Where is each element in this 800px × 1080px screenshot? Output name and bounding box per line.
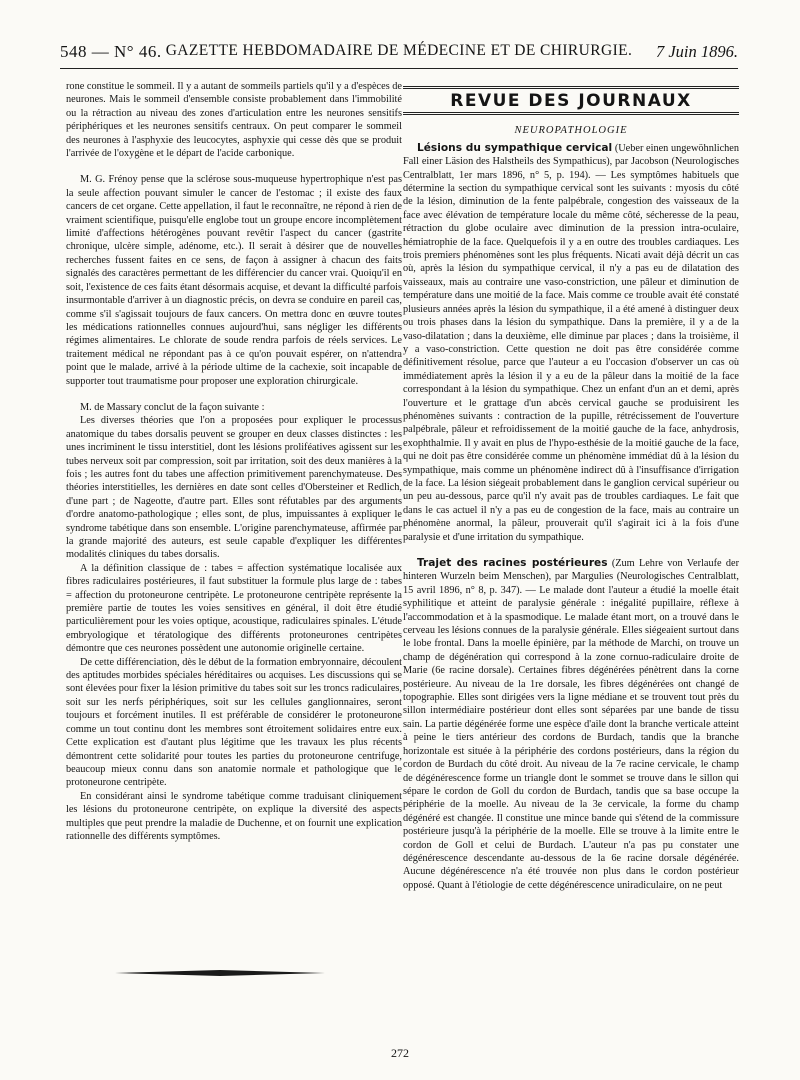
paragraph-frenoy: M. G. Frénoy pense que la sclérose sous-muqueuse hypertrophique n'est pas la seule affection pouvant simuler le cancer de l'estomac ; il existe des faux cancers de cet organe. Cette appellation, il faut le reconnaître, ne répond à rien de vraiment scientifique, puisqu'elle englobe tout un groupe encore incomplètement limité d'affections hétérogènes pouvant revêtir l'aspect du cancer (gastrite chronique, ulcère simple, adénome, etc.). Il serait à désirer que de nouvelles recherches fussent faites en ce sens, de façon à assigner à chacun des faits signalés des caractères permettant de les différencier du cancer vrai. Quoiqu'il en soit, l'existence de ces faits étant désormais acquise, et devant la difficulté parfois insurmontable d'arriver à un diagnostic précis, on devra se conduire en pareil cas, comme s'il s'agissait toujours de faux cancers. On mettra donc en œuvre toutes les médications rationnelles connues aujourd'hui, sans négliger les différents régimes alimentaires. Le chlorate de soude rendra parfois de réels services. Le traitement médical ne répondant pas à ce qu'on pouvait espérer, on n'attendra point que le malade, arrivé à la période ultime de la cachexie, soit incapable de supporter tout traumatisme pour proposer une exploration chirurgicale.: [66, 174, 402, 387]
paragraph-massary-intro: M. de Massary conclut de la façon suivante :: [80, 401, 265, 413]
article-body: (Zum Lehre von Verlaufe der hinteren Wurzeln beim Menschen), par Margulies (Neurologisches Centralblatt, 15 avril 1896, n° 8, p. 347). — Le malade dont l'auteur a étudié la moelle était syphilitique et atteint de paralysie générale : inégalité pupillaire, réflexe à l'accommodation et à la spasmodique. Le malade étant mort, on a trouvé dans le cerveau les lésions connues de la paralysie générale. Elles siégeaient surtout dans le lobe frontal. Dans la moelle épinière, par la méthode de Marchi, on trouve un champ de dégénération qui correspond à la zone cornuo-radiculaire droite de Marie (6e racine dorsale). Certaines fibres dégénérées pénètrent dans la corne postérieure. Au niveau de la 1re dorsale, les fibres dégénérées ont changé de topographie. Elles sont dirigées vers la ligne médiane et se trouvent tout près du sillon intermédiaire postérieur dont elles sont séparées par une bande de tissu sain. La partie dégénérée forme une espèce d'aile dont la branche verticale atteint à peine le tiers antérieur des cordons de Burdach, tandis que la branche horizontale est située à la périphérie des cordons postérieurs, dans la région du cordon de Burdach du côté droit. Au niveau de la 7e racine cervicale, le champ de dégénérescence forme un triangle dont le sommet se trouve dans le sillon qui sépare le cordon de Goll du cordon de Burdach, tandis que sa base occupe la périphérie de la moelle. Au niveau de la 3e cervicale, la forme du champ dégénéré est changée. Il constitue une mince bande qui s'étend de la commissure postérieure jusqu'à la périphérie de la moelle. Elle se trouve à la limite entre le cordon de Goll et celui de Burdach. L'auteur n'a pas pu constater une dégénérescence descendante au-dessous de la 6e racine dorsale dégénérée. Aucune dégénérescence n'a été trouvée non plus dans le cordon postérieur opposé. Quant à l'étiologie de cette dégénérescence uniradiculaire, on ne peut: [403, 558, 740, 891]
paragraph-tabes-theories: Les diverses théories que l'on a proposées pour expliquer le processus anatomique du tabes dorsalis peuvent se grouper en deux classes distinctes : les unes incriminent le tissu interstitiel, dont les lésions proliféatives agissent sur les tubes nerveux soit par compression, soit par irritation, soit des deux manières à la fois ; les autres font du tabes une affection primitivement parenchymateuse. Des théories interstitielles, les dernières en date sont celles d'Obersteiner et Redlich, d'une part ; de Nageotte, d'autre part. Elles sont réfutables par des arguments d'ordre anatomo-pathologique ; elles sont, de plus, impuissantes à expliquer le syndrome tabétique dans son ensemble. L'origine parenchymateuse, affirmée par la grande majorité des auteurs, est seule capable d'expliquer les différentes modalités cliniques du tabes dorsalis.: [66, 415, 402, 561]
paragraph-tabes-definition: A la définition classique de : tabes = affection systématique localisée aux fibres radiculaires postérieures, il faut substituer la formule plus large de : tabes = affection du protoneurone centripète. Le protoneurone centripète représente la première partie de toutes les voies sensitives en général, il doit être étudié particulièrement pour les voies optique, acoustique, radiculaires spinales. L'étude embryologique et tératologique des différents protoneurones centripètes démontre que ces neurones possèdent une autonomie originelle certaine.: [66, 562, 402, 655]
subsection-title: NEUROPATHOLOGIE: [514, 125, 628, 137]
right-column: [403, 80, 739, 892]
article-body: (Ueber einen ungewöhnlichen Fall einer Läsion des Halstheils des Sympathicus), par Jacobson (Neurologisches Centralblatt, 1er mars 1896, n° 5, p. 194). — Les symptômes habituels que détermine la section du sympathique cervical sont les suivants : myosis du côté de la lésion, diminution de la fente palpébrale, congestion des vaisseaux de la face avec élévation de température locale du même côté, sécheresse de la peau, rétraction du globe oculaire avec diminution de la pression intra-oculaire, hémiatrophie de la face. Quelquefois il y a en outre des troubles cardiaques. Les trois premiers phénomènes sont les plus fréquents. Nicati avait déjà décrit un cas où, après la lésion du sympathique cervical, il n'y a pas eu de dilatation des vaisseaux, mais au contraire une vaso-constriction, une pâleur et diminution de température dans une moitié de la face. Mais comme ce trouble avait été constaté plusieurs années après la lésion du sympathique, il a été amené à distinguer deux ou trois phases dans la lésion du sympathique. Dans la première, il y a de la vaso-dilatation ; dans la deuxième, elle diminue par places ; dans la troisième, il y a vaso-constriction. Cette question ne doit pas être considérée comme définitivement résolue, parce que l'auteur a eu l'occasion d'observer un cas où immédiatement après la lésion il y a eu de la pâleur dans la moitié de la face correspondant à la lésion du sympathique. Chez un enfant d'un an et demi, après l'ouverture et le grattage d'un abcès cervical gauche se produisirent les phénomènes suivants : contraction de la pupille, rétrécissement de l'ouverture palpébrale, pâleur et refroidissement de la moitié gauche de la face, anhydrosis, exophthalmie. Il y avait en plus de l'hypo-esthésie de la moitié gauche de la face, qui ne doit pas être considérée comme un phénomène immédiat dû à la lésion du sympathique, mais comme un phénomène indirect dû à l'insuffisance d'irrigation de la face. La lésion siégeait probablement dans le ganglion cervical supérieur ou un peu au-dessous, parce qu'il n'y avait pas de troubles cardiaques. Le fait que dans le cas actuel il n'y a pas eu de congestion de la face, mais au contraire un phénomène anormal, la pâleur, prouverait qu'il s'agirait ici à la fois d'une paralysie et d'une irritation du sympathique.: [403, 142, 740, 543]
page-number: 272: [391, 1046, 409, 1060]
issue-date: 7 Juin 1896.: [655, 42, 738, 61]
section-title: REVUE DES JOURNAUX: [403, 86, 739, 115]
running-header: [60, 38, 738, 69]
issue-number: 548 — N° 46.: [60, 42, 162, 61]
paragraph-sleep: rone constitue le sommeil. Il y a autant de sommeils partiels qu'il y a d'espèces de neurones. Mais le sommeil d'ensemble consiste probablement dans l'immobilité ou la rétraction au niveau des zones d'articulation entre les neurones sensitifs périphériques et les neurones sensitifs centraux. On peut comparer le sommeil des neurones à l'asphyxie des leucocytes, asphyxie qui cesse dès que se produit l'arrivée de l'oxygène et le départ de l'acide carbonique.: [66, 81, 402, 160]
article-sympathique: [403, 142, 739, 544]
paragraph-conclusion: En considérant ainsi le syndrome tabétique comme traduisant cliniquement les lésions du protoneurone centripète, on explique la diversité des aspects multiples que peut prendre la maladie de Duchenne, et on fournit une explication rationnelle des différents symptômes.: [66, 790, 402, 842]
article-title: Lésions du sympathique cervical: [417, 141, 613, 154]
journal-title: GAZETTE HEBDOMADAIRE DE MÉDECINE ET DE CHIRURGIE.: [165, 42, 633, 59]
paragraph-differentiation: De cette différenciation, dès le début de la formation embryonnaire, découlent des aptitudes morbides spéciales héréditaires ou acquises. Les discussions qui se sont élevées pour fixer la lésion primitive du tabes soit sur les troncs radiculaires, soit sur les nerfs périphériques, soit sur les cellules ganglionnaires, seront toujours et forcément inutiles. Il est préférable de considérer le protoneurone comme un tout continu dont les membres sont étroitement solidaires entre eux. Cette explication est d'autant plus légitime que les travaux les plus récents démontrent cette solidarité pour toutes les parties du protoneurone centrifuge, beaucoup mieux connu dans son anatomie normale et pathologique que le protoneurone centripète.: [66, 656, 402, 789]
article-racines: [403, 557, 739, 892]
left-column: [66, 80, 402, 843]
article-title: Trajet des racines postérieures: [417, 557, 608, 569]
end-ornament: [115, 969, 325, 977]
